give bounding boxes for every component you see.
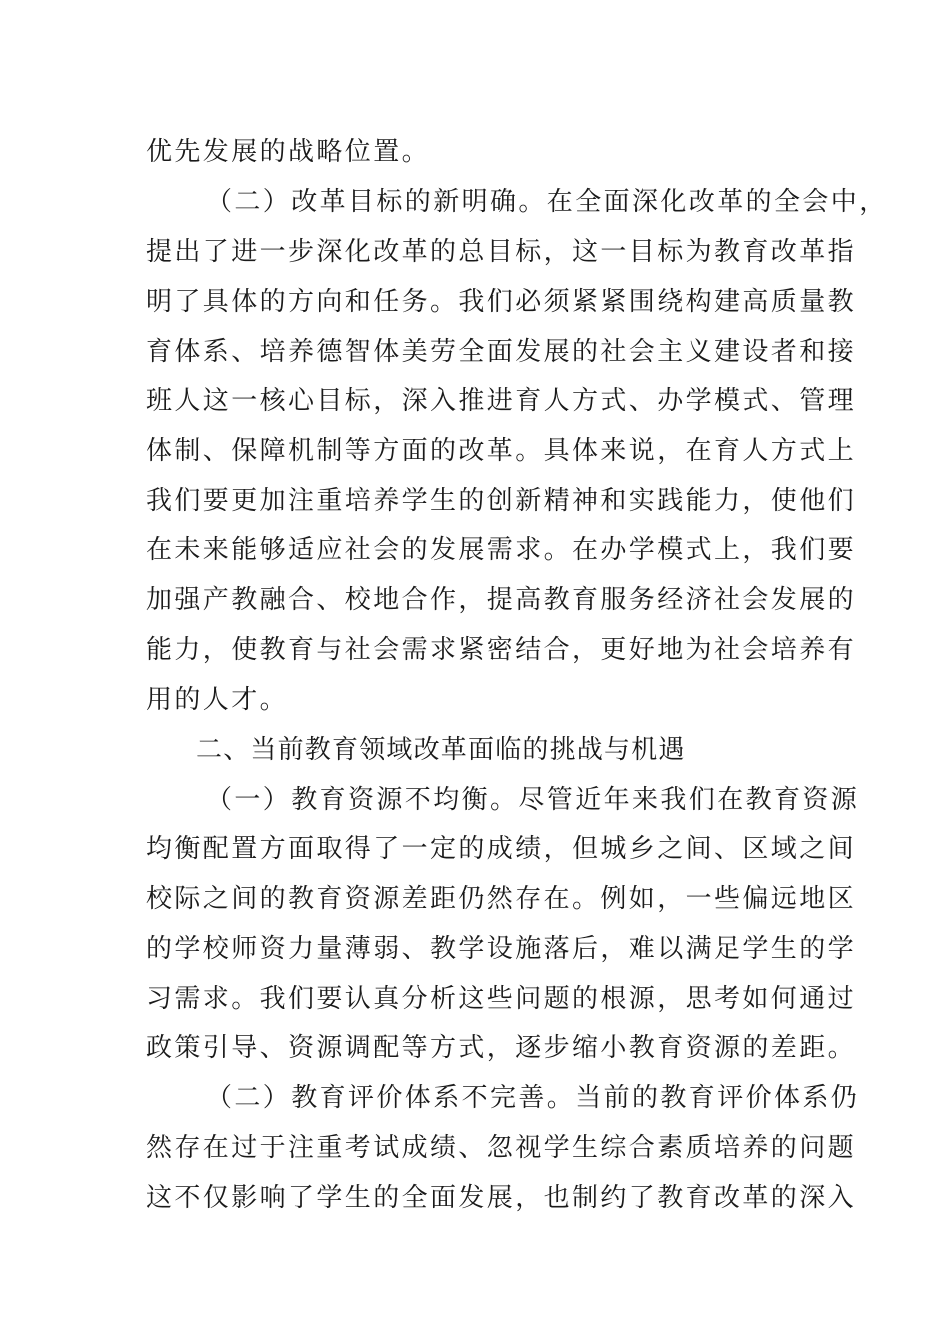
text-line: 优先发展的战略位置。 [146,137,431,167]
text-line: 我们要更加注重培养学生的创新精神和实践能力，使他们 [146,486,857,516]
text-line: 的学校师资力量薄弱、教学设施落后，难以满足学生的学 [146,934,857,964]
text-line: 习需求。我们要认真分析这些问题的根源，思考如何通过 [146,984,857,1014]
text-line: 班人这一核心目标，深入推进育人方式、办学模式、管理 [146,386,857,416]
text-line: 加强产教融合、校地合作，提高教育服务经济社会发展的 [146,585,857,615]
paragraph-start-line: （二）教育评价体系不完善。当前的教育评价体系仍 [206,1083,860,1113]
text-line: 明了具体的方向和任务。我们必须紧紧围绕构建高质量教 [146,287,857,317]
text-line: 然存在过于注重考试成绩、忽视学生综合素质培养的问题 [146,1133,857,1163]
text-line: 政策引导、资源调配等方式，逐步缩小教育资源的差距。 [146,1033,857,1063]
text-line: 用的人才。 [146,685,289,715]
text-line: 这不仅影响了学生的全面发展，也制约了教育改革的深入 [146,1183,857,1213]
paragraph-start-line: （一）教育资源不均衡。尽管近年来我们在教育资源 [206,785,860,815]
text-line: 提出了进一步深化改革的总目标，这一目标为教育改革指 [146,237,857,267]
text-line: 体制、保障机制等方面的改革。具体来说，在育人方式上 [146,436,857,466]
paragraph-start-line: （二）改革目标的新明确。在全面深化改革的全会中， [206,187,888,217]
text-line: 育体系、培养德智体美劳全面发展的社会主义建设者和接 [146,337,857,367]
text-line: 能力，使教育与社会需求紧密结合，更好地为社会培养有 [146,635,857,665]
section-heading: 二、当前教育领域改革面临的挑战与机遇 [196,735,686,765]
text-line: 校际之间的教育资源差距仍然存在。例如，一些偏远地区 [146,884,857,914]
text-line: 在未来能够适应社会的发展需求。在办学模式上，我们要 [146,535,857,565]
text-line: 均衡配置方面取得了一定的成绩，但城乡之间、区域之间 [146,834,857,864]
